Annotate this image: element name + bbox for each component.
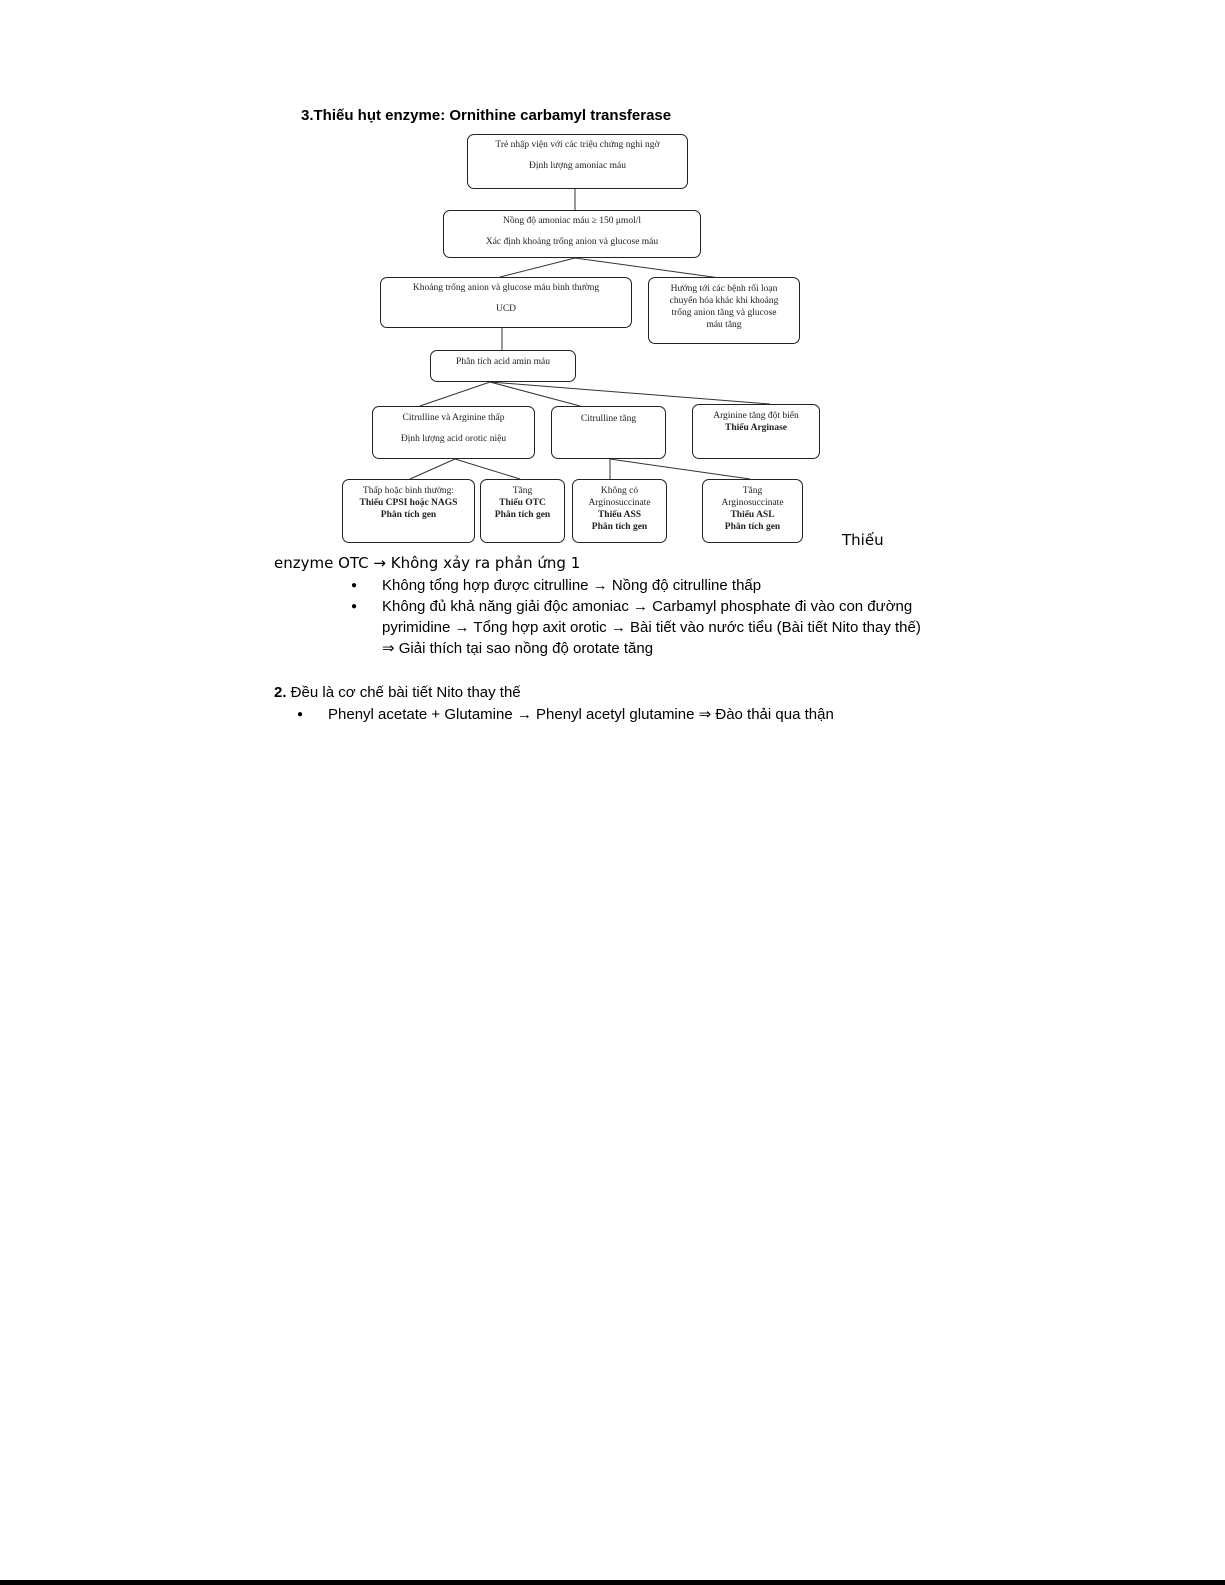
connector-11 (610, 459, 750, 479)
flow-node-amino-acid-analysis: Phân tích acid amin máu (430, 350, 576, 382)
flow-node-otc: Tăng Thiếu OTC Phân tích gen (480, 479, 565, 543)
bullet-list-otc (382, 575, 927, 659)
flow-node-normal-anion: Khoảng trống anion và glucose máu bình thường UCD (380, 277, 632, 328)
connector-8 (410, 459, 455, 479)
flow-node-asl: Tăng Arginosuccinate Thiếu ASL Phân tích gen (702, 479, 803, 543)
flow-node-cpsi-nags: Thấp hoặc bình thường: Thiếu CPSI hoặc NAGS Phân tích gen (342, 479, 475, 543)
connector-3 (575, 258, 720, 278)
connector-5 (420, 382, 490, 406)
bullet-list-nitrogen (328, 704, 928, 725)
list-item: ● Phenyl acetate + Glutamine → Phenyl acetyl glutamine ⇒ Đào thải qua thận (328, 704, 928, 725)
section-heading: 3.Thiếu hụt enzyme: Ornithine carbamyl transferase (301, 107, 672, 124)
section-2-text: Đều là cơ chế bài tiết Nito thay thế (286, 684, 521, 701)
flow-node-high-citrulline: Citrulline tăng (551, 406, 666, 459)
diagnostic-flowchart (330, 128, 830, 553)
flow-node-arginase: Arginine tăng đột biến Thiếu Arginase (692, 404, 820, 459)
flow-node-low-citrulline: Citrulline và Arginine thấp Định lượng acid orotic niệu (372, 406, 535, 459)
flow-node-ass: Không có Arginosuccinate Thiếu ASS Phân tích gen (572, 479, 667, 543)
flow-node-ammonia-level: Nồng độ amoniac máu ≥ 150 μmol/l Xác định khoảng trống anion và glucose máu (443, 210, 701, 258)
list-item: ● Không đủ khả năng giải độc amoniac → Carbamyl phosphate đi vào con đường pyrimidine → Tổng hợp axit orotic → Bài tiết vào nước tiểu (Bài tiết Nito thay thế) ⇒ Giải thích tại sao nồng độ orotate tăng (382, 596, 927, 659)
section-2-line (274, 682, 521, 703)
flow-node-other-disorders: Hướng tới các bệnh rối loạn chuyển hóa khác khi khoảng trống anion tăng và glucose máu tăng (648, 277, 800, 344)
list-item: ● Không tổng hợp được citrulline → Nồng độ citrulline thấp (382, 575, 927, 596)
page-bottom-edge (0, 1580, 1225, 1585)
caption-line: enzyme OTC → Không xảy ra phản ứng 1 (274, 554, 581, 572)
connector-2 (500, 258, 575, 277)
section-2-number: 2. (274, 684, 287, 701)
caption-word: Thiếu (842, 531, 884, 549)
flow-node-admission: Trẻ nhập viện với các triệu chứng nghi ngờ Định lượng amoniac máu (467, 134, 688, 189)
connector-9 (455, 459, 520, 479)
